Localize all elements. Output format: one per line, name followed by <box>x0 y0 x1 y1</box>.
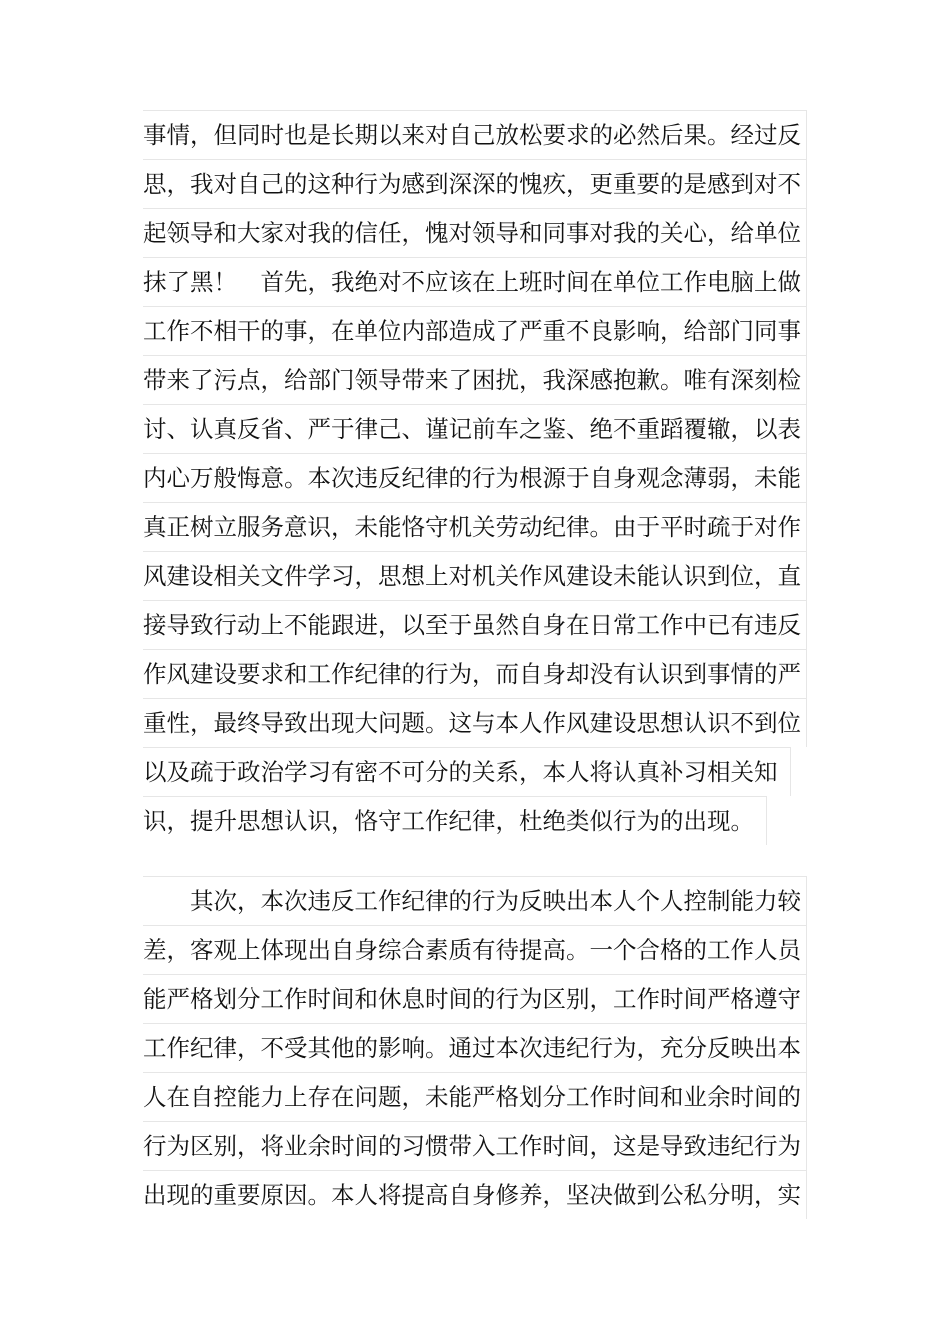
paragraph-1-line-13: 重性，最终导致出现大问题。这与本人作风建设思想认识不到位 <box>143 698 807 747</box>
paragraph-1-line-5: 工作不相干的事，在单位内部造成了严重不良影响，给部门同事 <box>143 306 807 355</box>
paragraph-1-line-2: 思，我对自己的这种行为感到深深的愧疚，更重要的是感到对不 <box>143 159 807 208</box>
paragraph-2-line-1: 其次，本次违反工作纪律的行为反映出本人个人控制能力较 <box>143 876 807 925</box>
paragraph-2-line-6: 行为区别，将业余时间的习惯带入工作时间，这是导致违纪行为 <box>143 1121 807 1170</box>
paragraph-1-line-3: 起领导和大家对我的信任，愧对领导和同事对我的关心，给单位 <box>143 208 807 257</box>
paragraph-1-line-7: 讨、认真反省、严于律己、谨记前车之鉴、绝不重蹈覆辙，以表 <box>143 404 807 453</box>
paragraph-2-line-5: 人在自控能力上存在问题，未能严格划分工作时间和业余时间的 <box>143 1072 807 1121</box>
paragraph-1-line-14: 以及疏于政治学习有密不可分的关系，本人将认真补习相关知 <box>143 747 791 796</box>
paragraph-2-line-4: 工作纪律，不受其他的影响。通过本次违纪行为，充分反映出本 <box>143 1023 807 1072</box>
paragraph-1-line-12: 作风建设要求和工作纪律的行为，而自身却没有认识到事情的严 <box>143 649 807 698</box>
paragraph-1-line-11: 接导致行动上不能跟进，以至于虽然自身在日常工作中已有违反 <box>143 600 807 649</box>
paragraph-1-line-4: 抹了黑！ 首先，我绝对不应该在上班时间在单位工作电脑上做 <box>143 257 807 306</box>
paragraph-1-line-1: 事情，但同时也是长期以来对自己放松要求的必然后果。经过反 <box>143 110 807 159</box>
paragraph-2-line-2: 差，客观上体现出自身综合素质有待提高。一个合格的工作人员 <box>143 925 807 974</box>
paragraph-1-line-8: 内心万般悔意。本次违反纪律的行为根源于自身观念薄弱，未能 <box>143 453 807 502</box>
paragraph-2-line-7: 出现的重要原因。本人将提高自身修养，坚决做到公私分明，实 <box>143 1170 807 1219</box>
paragraph-1-line-9: 真正树立服务意识，未能恪守机关劳动纪律。由于平时疏于对作 <box>143 502 807 551</box>
paragraph-1-line-15: 识，提升思想认识，恪守工作纪律，杜绝类似行为的出现。 <box>143 796 767 845</box>
paragraph-1-line-6: 带来了污点，给部门领导带来了困扰，我深感抱歉。唯有深刻检 <box>143 355 807 404</box>
paragraph-1-line-10: 风建设相关文件学习，思想上对机关作风建设未能认识到位，直 <box>143 551 807 600</box>
paragraph-2-line-3: 能严格划分工作时间和休息时间的行为区别，工作时间严格遵守 <box>143 974 807 1023</box>
